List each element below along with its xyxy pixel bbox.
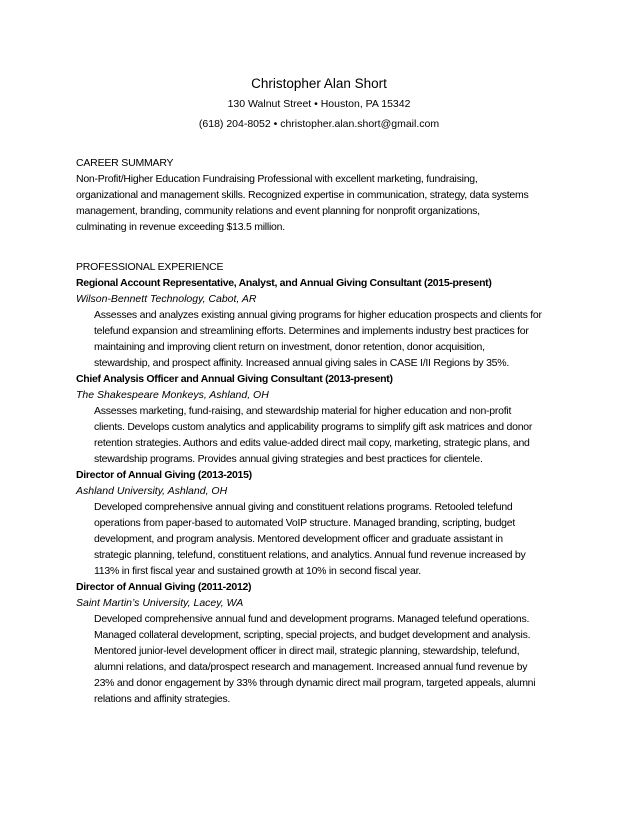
job-description-line: stewardship programs. Provides annual giving strategies and best practices for clientele. xyxy=(94,453,483,465)
job-description-line: stewardship, and prospect affinity. Increased annual giving sales in CASE I/II Regions by 35%. xyxy=(94,357,510,369)
job-organization: Ashland University, Ashland, OH xyxy=(76,485,228,497)
job-organization: The Shakespeare Monkeys, Ashland, OH xyxy=(76,389,269,401)
job-description-line: Assesses marketing, fund-raising, and stewardship material for higher education and non-profit xyxy=(94,405,512,417)
job-description-line: Developed comprehensive annual fund and development programs. Managed telefund operations. xyxy=(94,613,530,625)
candidate-contact: (618) 204-8052 • christopher.alan.short@gmail.com xyxy=(198,118,440,130)
job-entry xyxy=(76,275,572,371)
experience-heading: PROFESSIONAL EXPERIENCE xyxy=(76,261,224,273)
career-summary-text xyxy=(76,171,572,235)
job-description-line: 23% and donor engagement by 33% through dynamic direct mail program, targeted appeals, alumni xyxy=(94,677,536,689)
job-description-line: retention strategies. Authors and edits value-added direct mail copy, marketing, strategic plans, and xyxy=(94,437,530,449)
job-title: Director of Annual Giving (2013-2015) xyxy=(76,469,252,481)
job-title: Chief Analysis Officer and Annual Giving Consultant (2013-present) xyxy=(76,373,393,385)
job-description-line: alumni relations, and data/prospect research and management. Increased annual fund revenue by xyxy=(94,661,528,673)
resume-header xyxy=(0,74,638,134)
job-title: Director of Annual Giving (2011-2012) xyxy=(76,581,252,593)
job-description-line: clients. Develops custom analytics and applicability programs to simplify gift ask matrices and donor xyxy=(94,421,533,433)
job-entry xyxy=(76,371,572,467)
job-description xyxy=(76,307,572,371)
job-organization: Saint Martin’s University, Lacey, WA xyxy=(76,597,244,609)
job-description-line: Developed comprehensive annual giving and constituent relations programs. Retooled telefund xyxy=(94,501,513,513)
job-description xyxy=(76,611,572,707)
job-description-line: Mentored junior-level development officer in direct mail, strategic planning, stewardship, telefund, xyxy=(94,645,520,657)
job-entry xyxy=(76,467,572,579)
summary-line: organizational and management skills. Recognized expertise in communication, strategy, data systems xyxy=(76,189,529,201)
job-description-line: Managed collateral development, scripting, special projects, and budget development and analysis. xyxy=(94,629,531,641)
job-description-line: development, and program analysis. Mentored development officer and graduate assistant in xyxy=(94,533,503,545)
candidate-address: 130 Walnut Street • Houston, PA 15342 xyxy=(227,98,411,110)
job-entry xyxy=(76,579,572,707)
resume-body xyxy=(76,155,572,707)
job-description-line: maintaining and improving client return on investment, donor retention, donor acquisition, xyxy=(94,341,485,353)
job-description-line: operations from paper-based to automated VoIP structure. Managed branding, scripting, budget xyxy=(94,517,515,529)
career-summary-heading: CAREER SUMMARY xyxy=(76,157,174,169)
job-title: Regional Account Representative, Analyst, and Annual Giving Consultant (2015-present) xyxy=(76,277,492,289)
candidate-name: Christopher Alan Short xyxy=(251,76,387,91)
job-description xyxy=(76,499,572,579)
summary-line: Non-Profit/Higher Education Fundraising Professional with excellent marketing, fundraising, xyxy=(76,173,478,185)
job-description-line: 113% in first fiscal year and sustained growth at 10% in second fiscal year. xyxy=(94,565,421,577)
job-description-line: relations and affinity strategies. xyxy=(94,693,231,705)
job-description xyxy=(76,403,572,467)
summary-line: management, branding, community relations and event planning for nonprofit organizations, xyxy=(76,205,480,217)
job-description-line: strategic planning, telefund, constituent relations, and analytics. Annual fund revenue increased by xyxy=(94,549,526,561)
summary-line: culminating in revenue exceeding $13.5 million. xyxy=(76,221,285,233)
job-description-line: Assesses and analyzes existing annual giving programs for higher education prospects and clients for xyxy=(94,309,542,321)
job-description-line: telefund expansion and streamlining efforts. Determines and implements industry best practices for xyxy=(94,325,529,337)
job-organization: Wilson-Bennett Technology, Cabot, AR xyxy=(76,293,257,305)
